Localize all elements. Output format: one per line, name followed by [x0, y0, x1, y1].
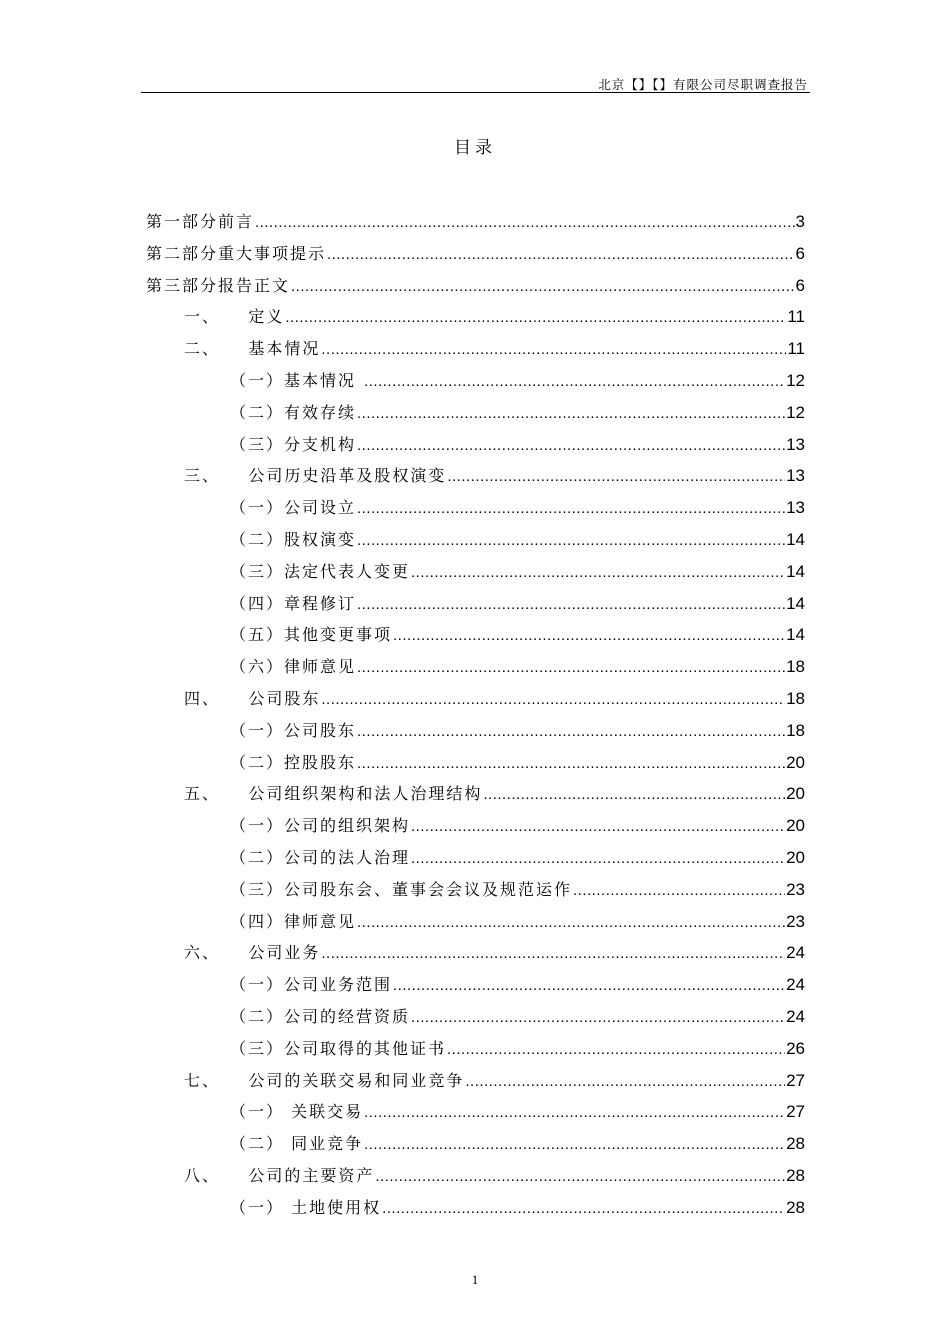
toc-entry[interactable]: [230, 910, 805, 934]
toc-entry[interactable]: [230, 560, 805, 584]
dot-leader: [382, 1197, 785, 1221]
toc-entry-page: 6: [795, 243, 805, 263]
toc-entry-label: 一、 定义: [184, 307, 285, 327]
toc-entry-label: 七、 公司的关联交易和同业竞争: [184, 1070, 465, 1090]
dot-leader: [357, 434, 785, 458]
toc-entry[interactable]: [184, 687, 805, 711]
toc-entry-page: 13: [786, 466, 805, 486]
toc-entry-page: 14: [786, 593, 805, 613]
dot-leader: [411, 815, 785, 839]
toc-entry[interactable]: [184, 1069, 805, 1093]
toc-entry-page: 24: [786, 1007, 805, 1026]
toc-entry-label: （六）律师意见: [230, 657, 357, 677]
toc-entry[interactable]: [230, 1037, 805, 1061]
toc-entry-label: （三）法定代表人变更: [230, 561, 411, 581]
toc-entry[interactable]: [230, 846, 805, 870]
header-title: 北京【】【】有限公司尽职调查报告: [598, 77, 808, 92]
toc-entry[interactable]: [146, 274, 805, 298]
dot-leader: [285, 306, 786, 330]
toc-entry-label: （一） 关联交易: [230, 1102, 364, 1122]
dot-leader: [364, 370, 785, 394]
toc-entry-label: （二）公司的经营资质: [230, 1007, 411, 1026]
toc-entry-label: 八、 公司的主要资产: [184, 1166, 375, 1185]
toc-entry-label: （四）律师意见: [230, 911, 357, 931]
toc-entry-label: （一）公司业务范围: [230, 975, 393, 995]
dot-leader: [447, 465, 785, 489]
toc-entry-page: 23: [786, 879, 805, 899]
toc-entry-label: 五、 公司组织架构和法人治理结构: [184, 784, 483, 804]
dot-leader: [364, 1133, 785, 1157]
dot-leader: [483, 783, 785, 807]
toc-entry-label: 四、 公司股东: [184, 689, 321, 708]
toc-entry-label: （一）公司的组织架构: [230, 816, 411, 836]
dot-leader: [357, 752, 785, 776]
toc-entry-page: 28: [786, 1134, 805, 1154]
dot-leader: [291, 275, 795, 299]
dot-leader: [357, 911, 785, 935]
toc-entry[interactable]: [230, 751, 805, 775]
toc-entry-label: （五）其他变更事项: [230, 625, 393, 645]
toc-entry-label: （二）公司的法人治理: [230, 848, 411, 867]
dot-leader: [357, 593, 785, 617]
toc-entry-label: 二、 基本情况: [184, 339, 321, 359]
toc-entry[interactable]: [230, 878, 805, 902]
dot-leader: [357, 656, 785, 680]
toc-entry-label: （二）控股股东: [230, 752, 357, 772]
toc-entry-label: （三）公司股东会、董事会会议及规范运作: [230, 879, 573, 899]
toc-entry-page: 11: [787, 307, 805, 327]
toc-entry-label: （二）股权演变: [230, 530, 357, 549]
toc-entry-label: （二） 同业竞争: [230, 1134, 364, 1154]
dot-leader: [357, 402, 785, 426]
toc-entry[interactable]: [230, 369, 805, 393]
toc-entry-page: 13: [786, 498, 805, 518]
toc-entry[interactable]: [230, 1005, 805, 1029]
toc-entry-page: 14: [786, 625, 805, 645]
dot-leader: [375, 1165, 785, 1189]
toc-entry[interactable]: [146, 210, 805, 234]
toc-entry[interactable]: [230, 1196, 805, 1220]
toc-entry[interactable]: [230, 973, 805, 997]
toc-entry-page: 12: [786, 402, 805, 422]
toc-entry[interactable]: [230, 623, 805, 647]
dot-leader: [393, 974, 785, 998]
toc-entry[interactable]: [230, 719, 805, 743]
toc-entry-page: 20: [786, 848, 805, 867]
dot-leader: [357, 529, 785, 553]
toc-entry-page: 23: [786, 911, 805, 931]
toc-entry-page: 14: [786, 530, 805, 549]
toc-entry-label: 第三部分报告正文: [146, 275, 291, 295]
toc-entry-page: 28: [786, 1166, 805, 1185]
dot-leader: [465, 1070, 785, 1094]
page-header: [141, 70, 810, 93]
toc-entry[interactable]: [230, 1100, 805, 1124]
toc-entry[interactable]: [184, 464, 805, 488]
toc-entry[interactable]: [230, 655, 805, 679]
toc-entry-label: 三、 公司历史沿革及股权演变: [184, 466, 447, 486]
toc-entry[interactable]: [184, 1164, 805, 1188]
toc-entry-label: （一）公司股东: [230, 720, 357, 740]
toc-entry-page: 14: [786, 561, 805, 581]
toc-entry-label: （三）公司取得的其他证书: [230, 1038, 447, 1058]
dot-leader: [393, 624, 785, 648]
toc-entry-page: 20: [786, 816, 805, 836]
toc-entry-page: 18: [786, 657, 805, 677]
dot-leader: [321, 688, 785, 712]
toc-entry-page: 18: [786, 720, 805, 740]
toc-entry-label: （一） 土地使用权: [230, 1197, 382, 1217]
toc-entry[interactable]: [184, 782, 805, 806]
toc-entry-label: （一）公司设立: [230, 498, 357, 518]
toc-entry[interactable]: [230, 592, 805, 616]
toc-entry[interactable]: [230, 814, 805, 838]
dot-leader: [321, 942, 785, 966]
toc-entry-page: 3: [795, 212, 805, 231]
toc-entry[interactable]: [184, 337, 805, 361]
toc-entry-label: （二）有效存续: [230, 402, 357, 422]
toc-title: 目录: [454, 138, 496, 158]
toc-entry-label: （四）章程修订: [230, 593, 357, 613]
toc-entry[interactable]: [230, 1132, 805, 1156]
toc-entry-label: 第二部分重大事项提示: [146, 243, 327, 263]
dot-leader: [255, 211, 795, 235]
toc-entry-page: 11: [787, 339, 805, 359]
toc-entry-page: 13: [786, 434, 805, 454]
toc-entry[interactable]: [146, 242, 805, 266]
toc-entry-page: 6: [795, 275, 805, 295]
toc-entry-page: 28: [786, 1197, 805, 1217]
toc-entry-label: 第一部分前言: [146, 212, 255, 231]
dot-leader: [573, 879, 785, 903]
dot-leader: [364, 1101, 785, 1125]
dot-leader: [357, 720, 785, 744]
dot-leader: [327, 243, 795, 267]
toc-entry-page: 26: [786, 1038, 805, 1058]
toc-entry[interactable]: [230, 433, 805, 457]
toc-entry-label: （三）分支机构: [230, 434, 357, 454]
dot-leader: [447, 1038, 785, 1062]
toc-entry-page: 27: [786, 1102, 805, 1122]
page-number: 1: [471, 1272, 479, 1287]
dot-leader: [411, 1006, 785, 1030]
toc-entry[interactable]: [230, 528, 805, 552]
dot-leader: [411, 847, 785, 871]
toc-entry-page: 27: [786, 1070, 805, 1090]
toc-entry-page: 20: [786, 784, 805, 804]
toc-entry-page: 18: [786, 689, 805, 708]
dot-leader: [321, 338, 786, 362]
toc-entry-page: 24: [786, 943, 805, 963]
toc-entry-page: 24: [786, 975, 805, 995]
toc-entry[interactable]: [230, 496, 805, 520]
toc-entry[interactable]: [184, 941, 805, 965]
toc-entry-label: 六、 公司业务: [184, 943, 321, 963]
toc-entry-page: 20: [786, 752, 805, 772]
toc-entry[interactable]: [230, 401, 805, 425]
toc-entry-page: 12: [786, 371, 805, 390]
toc-entry[interactable]: [184, 305, 805, 329]
toc-entry-label: （一）基本情况: [230, 371, 364, 390]
dot-leader: [357, 497, 785, 521]
dot-leader: [411, 561, 785, 585]
